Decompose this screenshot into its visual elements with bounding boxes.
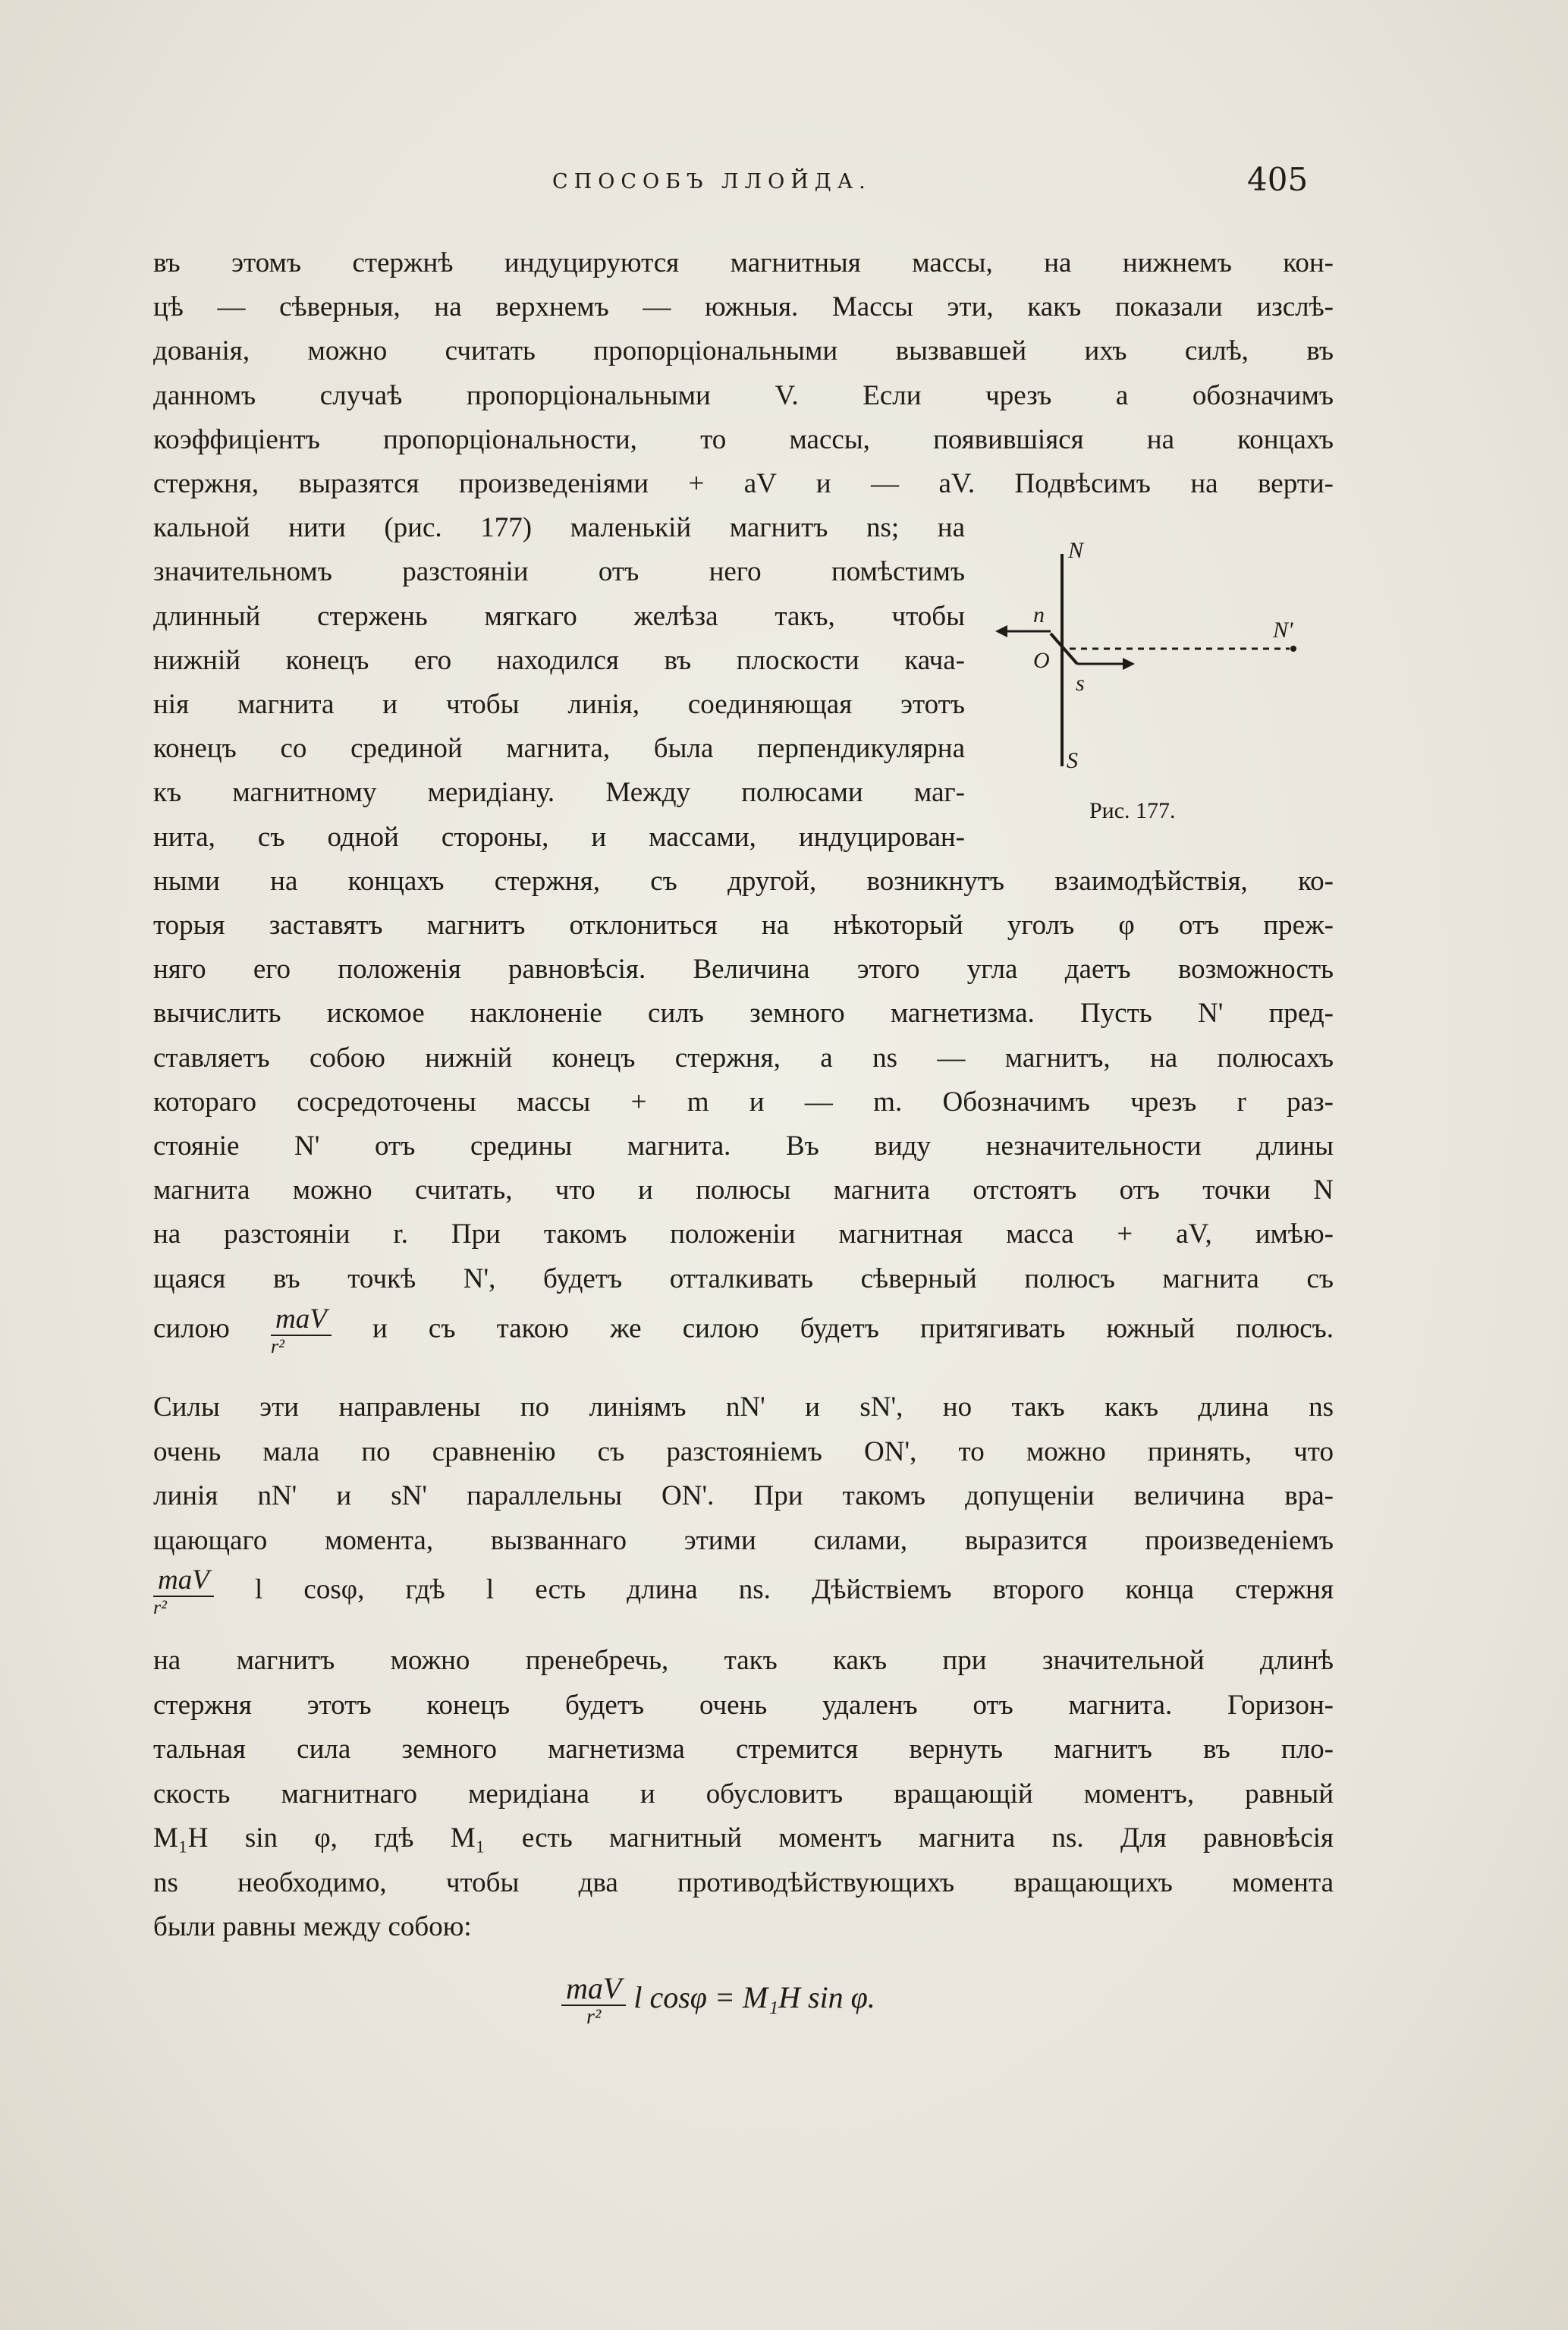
- text-line: значительномъ разстояніи отъ него помѣстимъ: [153, 556, 965, 588]
- text-line: нижній конецъ его находился въ плоскости кача-: [153, 644, 965, 676]
- text-line: на разстояніи r. При такомъ положеніи магнитная масса + aV, имѣю-: [153, 1218, 1334, 1250]
- figure-caption: Рис. 177.: [1089, 798, 1176, 823]
- label-N: N: [1068, 538, 1084, 563]
- moment-denominator: r²: [153, 1596, 167, 1618]
- moment-line: [153, 1566, 1334, 1618]
- label-s: s: [1076, 671, 1085, 696]
- text-line: тальная сила земного магнетизма стремится вернуть магнитъ въ пло-: [153, 1734, 1334, 1765]
- text-line: линія nN' и sN' параллельны ON'. При такомъ допущеніи величина вра-: [153, 1480, 1334, 1511]
- text-line: къ магнитному меридіану. Между полюсами маг-: [153, 777, 965, 809]
- text-line: въ этомъ стержнѣ индуцируются магнитныя массы, на нижнемъ кон-: [153, 247, 1334, 278]
- text-line: длинный стержень мягкаго желѣза такъ, чтобы: [153, 600, 965, 632]
- force-line-start: силою: [153, 1313, 230, 1344]
- text-line: очень мала по сравненію съ разстояніемъ ON', то можно принять, что: [153, 1435, 1334, 1467]
- text-line: M₁H sin φ, гдѣ M₁ есть магнитный моментъ магнита ns. Для равновѣсія: [153, 1822, 1334, 1854]
- text-line: ными на концахъ стержня, съ другой, возникнутъ взаимодѣйствія, ко-: [153, 865, 1334, 897]
- page-number: 405: [1247, 161, 1309, 198]
- point-N-prime: [1290, 646, 1296, 652]
- text-line: нія магнита и чтобы линія, соединяющая этотъ: [153, 689, 965, 720]
- text-line: стояніе N' отъ средины магнита. Въ виду незначительности длины: [153, 1130, 1334, 1162]
- text-line: котораго сосредоточены массы + m и — m. Обозначимъ чрезъ r раз-: [153, 1086, 1334, 1118]
- equilibrium-equation: [561, 1973, 875, 2028]
- text-line: Силы эти направлены по линіямъ nN' и sN', но такъ какъ длина ns: [153, 1391, 1334, 1423]
- text-line: данномъ случаѣ пропорціональными V. Если чрезъ a обозначимъ: [153, 379, 1334, 411]
- text-line: конецъ со срединой магнита, была перпендикулярна: [153, 733, 965, 765]
- moment-fraction: [153, 1566, 214, 1618]
- fraction-numerator: maV: [271, 1305, 332, 1336]
- equation-rhs: l cosφ = M₁H sin φ.: [633, 1979, 875, 2014]
- text-line: на магнитъ можно пренебречь, такъ какъ при значительной длинѣ: [153, 1645, 1334, 1676]
- label-N-prime: N': [1273, 618, 1293, 643]
- text-line: коэффиціентъ пропорціональности, то массы, появившіяся на концахъ: [153, 423, 1334, 455]
- text-line: кальной нити (рис. 177) маленькій магнитъ ns; на: [153, 512, 965, 544]
- text-line: нита, съ одной стороны, и массами, индуцирован-: [153, 821, 965, 853]
- force-line-end: и съ такою же силою будетъ притягивать южный полюсъ.: [372, 1313, 1334, 1344]
- text-line: магнита можно считать, что и полюсы магнита отстоятъ отъ точки N: [153, 1174, 1334, 1206]
- moment-line-text: l cosφ, гдѣ l есть длина ns. Дѣйствіемъ второго конца стержня: [254, 1574, 1334, 1605]
- force-fraction: [271, 1305, 332, 1357]
- arrow-left-head: [995, 625, 1007, 637]
- text-line: цѣ — сѣверныя, на верхнемъ — южныя. Массы эти, какъ показали изслѣ-: [153, 291, 1334, 323]
- text-line: щающаго момента, вызваннаго этими силами, выразится произведеніемъ: [153, 1524, 1334, 1556]
- figure-177-diagram: [986, 524, 1335, 781]
- text-line: скость магнитнаго меридіана и обусловитъ вращающій моментъ, равный: [153, 1778, 1334, 1810]
- label-O: O: [1033, 648, 1050, 673]
- running-title: СПОСОБЪ ЛЛОЙДА.: [552, 170, 872, 193]
- equation-denominator: r²: [586, 2005, 602, 2029]
- moment-numerator: maV: [153, 1566, 214, 1597]
- equation-numerator: maV: [561, 1973, 626, 2006]
- text-line: ставляетъ собою нижній конецъ стержня, а ns — магнитъ, на полюсахъ: [153, 1042, 1334, 1074]
- text-line: щаяся въ точкѣ N', будетъ отталкивать сѣверный полюсъ магнита съ: [153, 1262, 1334, 1294]
- fraction-denominator: r²: [271, 1335, 284, 1357]
- text-line: ns необходимо, чтобы два противодѣйствующихъ вращающихъ момента: [153, 1866, 1334, 1898]
- force-line: [153, 1305, 1334, 1357]
- text-line: стержня этотъ конецъ будетъ очень удаленъ отъ магнита. Горизон-: [153, 1689, 1334, 1721]
- text-line: были равны между собою:: [153, 1911, 472, 1942]
- label-S: S: [1067, 748, 1078, 773]
- equation-fraction: [561, 1973, 626, 2028]
- text-line: вычислить искомое наклоненіе силъ земного магнетизма. Пусть N' пред-: [153, 998, 1334, 1030]
- arrow-right-head: [1123, 658, 1135, 670]
- text-line: стержня, выразятся произведеніями + aV и — aV. Подвѣсимъ на верти-: [153, 468, 1334, 499]
- text-line: торыя заставятъ магнитъ отклониться на нѣкоторый уголъ φ отъ преж-: [153, 910, 1334, 941]
- label-n: n: [1033, 602, 1045, 627]
- text-line: няго его положенія равновѣсія. Величина этого угла даетъ возможность: [153, 954, 1334, 986]
- text-line: дованія, можно считать пропорціональными вызвавшей ихъ силѣ, въ: [153, 335, 1334, 367]
